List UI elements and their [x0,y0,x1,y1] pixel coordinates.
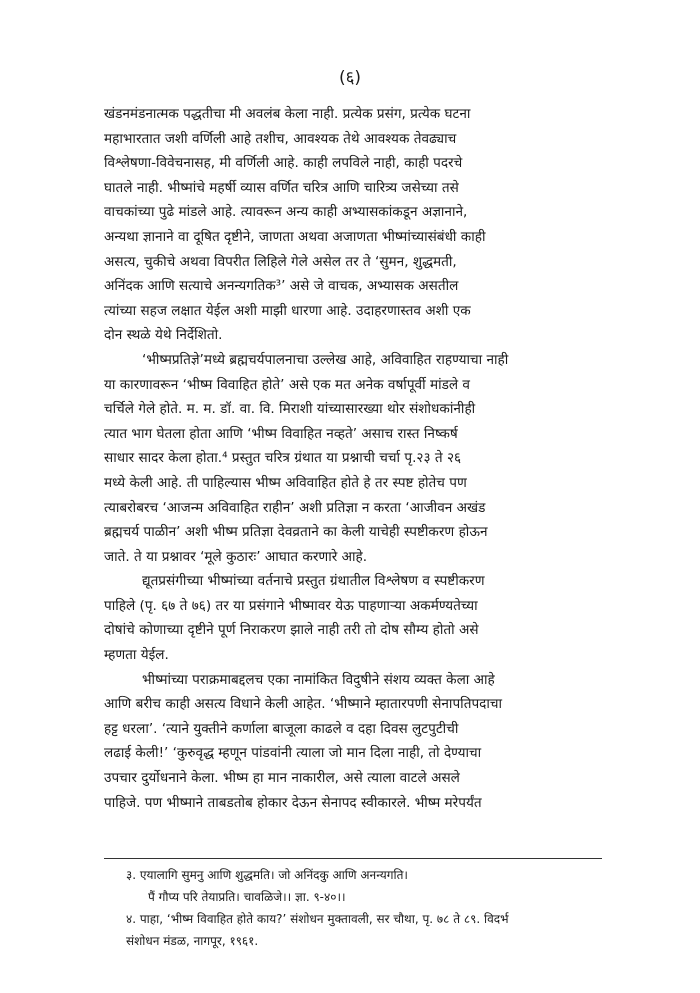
text-line: घातले नाही. भीष्मांचे महर्षी व्यास वर्णित चरित्र आणि चारित्र्य जसेच्या तसे [104,179,459,196]
page-number: (६) [338,68,362,88]
text-line: अनिंदक आणि सत्याचे अनन्यगतिक³’ असे जे वाचक, अभ्यासक असतील [104,278,459,295]
footnotes [104,864,602,952]
paragraph-3 [104,569,602,667]
paragraph-4 [104,668,602,816]
text-line: असत्य, चुकीचे अथवा विपरीत लिहिले गेले असेल तर ते ‘सुमन, शुद्धमती, [104,253,457,270]
text-line: पाहिले (पृ. ६७ ते ७६) तर या प्रसंगाने भीष्मावर येऊ पाहणाऱ्या अकर्मण्यतेच्या [104,597,478,614]
text-line: आणि बरीच काही असत्य विधाने केली आहेत. ‘भीष्माने म्हातारपणी सेनापतिपदाचा [104,696,503,713]
text-line: विश्लेषणा-विवेचनासह, मी वर्णिली आहे. काही लपविले नाही, काही पदरचे [104,155,463,172]
footnote-4-line-2: संशोधन मंडळ, नागपूर, १९६१. [126,934,259,948]
footnote-3-line-1: ३. एयालागि सुमनु आणि शुद्धमति। जो अनिंदकु आणि अनन्यगति। [126,868,408,882]
text-line: म्हणता येईल. [104,647,169,664]
text-line: साधार सादर केला होता.⁴ प्रस्तुत चरित्र ग्रंथात या प्रश्नाची चर्चा पृ.२३ ते २६ [104,450,462,467]
footnote-4-line-1: ४. पाहा, ‘भीष्म विवाहित होते काय?’ संशोधन मुक्तावली, सर चौथा, पृ. ७८ ते ८९. विदर्भ [126,912,509,926]
text-line: पाहिजे. पण भीष्माने ताबडतोब होकार देऊन सेनापद स्वीकारले. भीष्म मरेपर्यंत [104,794,482,811]
text-line: ब्रह्मचर्य पाळीन’ अशी भीष्म प्रतिज्ञा देवव्रताने का केली याचेही स्पष्टीकरण होऊन [104,524,488,541]
text-line: वाचकांच्या पुढे मांडले आहे. त्यावरून अन्य काही अभ्यासकांकडून अज्ञानाने, [104,204,468,221]
text-line: उपचार दुर्योधनाने केला. भीष्म हा मान नाकारील, असे त्याला वाटले असले [104,770,460,787]
footnote-3-line-2: पैं गौप्य परि तेयाप्रति। चावळिजे।। ज्ञा. ९-४०।। [148,890,346,904]
text-line: अन्यथा ज्ञानाने वा दूषित दृष्टीने, जाणता अथवा अजाणता भीष्मांच्यासंबंधी काही [104,228,486,245]
body-text [104,102,602,815]
text-line: द्यूतप्रसंगीच्या भीष्मांच्या वर्तनाचे प्रस्तुत ग्रंथातील विश्लेषण व स्पष्टीकरण [142,573,485,590]
text-line: दोन स्थळे येथे निर्देशितो. [104,327,223,344]
text-line: त्यांच्या सहज लक्षात येईल अशी माझी धारणा आहे. उदाहरणास्तव अशी एक [104,302,471,319]
text-line: दोषांचे कोणाच्या दृष्टीने पूर्ण निराकरण झाले नाही तरी तो दोष सौम्य होतो असे [104,622,479,639]
text-line: भीष्मांच्या पराक्रमाबद्दलच एका नामांकित विदुषीने संशय व्यक्त केला आहे [142,671,495,688]
text-line: त्यात भाग घेतला होता आणि ‘भीष्म विवाहित नव्हते’ असाच रास्त निष्कर्ष [104,425,458,442]
text-line: त्याबरोबरच ‘आजन्म अविवाहित राहीन’ अशी प्रतिज्ञा न करता ‘आजीवन अखंड [104,499,486,516]
paragraph-2 [104,348,602,569]
text-line: लढाई केली!’ ‘कुरुवृद्ध म्हणून पांडवांनी त्याला जो मान दिला नाही, तो देण्याचा [104,745,482,762]
text-line: महाभारतात जशी वर्णिली आहे तशीच, आवश्यक तेथे आवश्यक तेवढ्याच [104,130,457,147]
text-line: खंडनमंडनात्मक पद्धतीचा मी अवलंब केला नाही. प्रत्येक प्रसंग, प्रत्येक घटना [104,106,471,122]
text-line: हट्ट धरला’. ‘त्याने युक्तीने कर्णाला बाजूला काढले व दहा दिवस लुटपुटीची [104,720,459,737]
text-line: जाते. ते या प्रश्नावर ‘मूले कुठारः’ आघात करणारे आहे. [104,548,368,565]
text-line: या कारणावरून ‘भीष्म विवाहित होते’ असे एक मत अनेक वर्षापूर्वी मांडले व [104,376,470,393]
paragraph-1 [104,102,602,348]
text-line: चर्चिले गेले होते. म. म. डॉ. वा. वि. मिराशी यांच्यासारख्या थोर संशोधकांनीही [104,401,476,418]
text-line: मध्ये केली आहे. ती पाहिल्यास भीष्म अविवाहित होते हे तर स्पष्ट होतेच पण [104,474,467,491]
footnote-divider [104,858,602,859]
text-line: ‘भीष्मप्रतिज्ञे’मध्ये ब्रह्मचर्यपालनाचा उल्लेख आहे, अविवाहित राहण्याचा नाही [142,351,509,368]
